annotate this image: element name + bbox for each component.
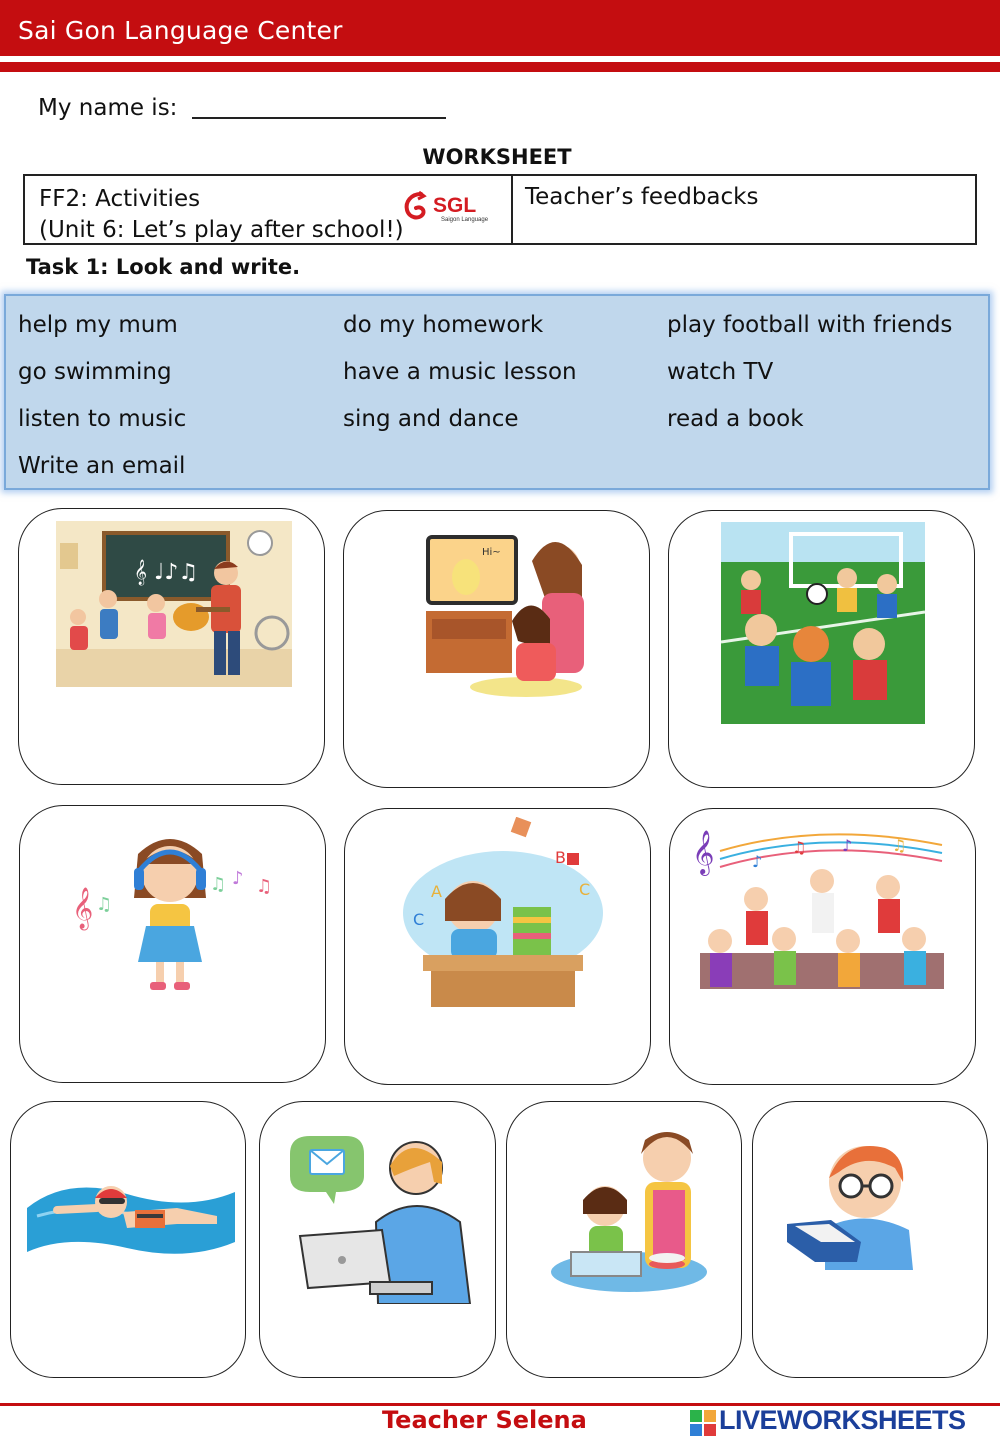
unit-label: (Unit 6: Let’s play after school!) [39,217,404,243]
liveworksheets-wordmark: LIVEWORKSHEETS [719,1405,966,1435]
word-bank-item[interactable]: go swimming [18,359,172,385]
picture-card-reading-book[interactable] [752,1101,988,1378]
svg-text:♫: ♫ [96,894,113,915]
picture-card-watching-tv[interactable] [343,510,650,788]
picture-card-helping-mum[interactable] [506,1101,742,1378]
watching-tv-icon [426,521,584,697]
word-bank-item[interactable]: have a music lesson [343,359,577,385]
center-name: Sai Gon Language Center [18,16,343,45]
worksheet-title: WORKSHEET [422,145,572,169]
svg-text:♪: ♪ [752,852,763,871]
football-icon [721,522,925,724]
helping-mum-icon [551,1124,721,1298]
task1-title: Task 1: Look and write. [26,255,301,279]
svg-text:A: A [431,882,442,901]
svg-text:Hi~: Hi~ [482,547,501,558]
homework-icon [403,817,609,1007]
word-bank-item[interactable]: read a book [667,406,804,432]
word-bank-item[interactable]: watch TV [667,359,774,385]
sgl-logo-icon [401,188,501,228]
svg-text:C: C [413,910,425,929]
picture-card-playing-football[interactable] [668,510,975,788]
svg-text:𝄞: 𝄞 [72,888,94,929]
info-divider [511,176,513,243]
logo-subtext: Saigon Language [441,217,489,223]
svg-text:♪: ♪ [842,836,853,855]
svg-text:𝄞 ♩♪♫: 𝄞 ♩♪♫ [134,560,199,585]
teacher-name: Teacher Selena [382,1406,587,1434]
svg-text:♪: ♪ [232,868,244,889]
liveworksheets-badge-icon [690,1410,716,1436]
picture-card-singing-and-dancing[interactable] [669,808,976,1085]
svg-text:𝄞: 𝄞 [692,830,715,874]
logo-text: SGL [433,194,477,217]
svg-text:♫: ♫ [256,876,273,897]
svg-text:♫: ♫ [792,838,807,857]
word-bank-item[interactable]: sing and dance [343,406,519,432]
svg-text:♫: ♫ [210,874,227,895]
music-lesson-icon [56,521,292,687]
unit-info [39,184,404,246]
picture-card-music-lesson[interactable] [18,508,325,785]
picture-card-writing-email[interactable] [259,1101,496,1378]
listening-music-icon [70,834,280,992]
word-bank-item[interactable]: help my mum [18,312,178,338]
picture-card-doing-homework[interactable] [344,808,651,1085]
info-box [23,174,977,245]
svg-text:B: B [555,848,566,867]
header-divider [0,62,1000,72]
email-icon [290,1132,472,1304]
reading-book-icon [785,1138,917,1270]
picture-card-swimming[interactable] [10,1101,246,1378]
header-band [0,0,1000,56]
level-label: FF2: Activities [39,186,201,212]
word-bank-item[interactable]: do my homework [343,312,544,338]
word-bank-item[interactable]: listen to music [18,406,187,432]
word-bank [4,294,990,490]
picture-card-listening-to-music[interactable] [19,805,326,1083]
swimming-icon [27,1172,235,1262]
sing-dance-icon [692,821,950,1011]
feedback-label: Teacher’s feedbacks [525,184,759,210]
name-input-line[interactable] [192,117,446,119]
svg-text:C: C [579,880,591,899]
word-bank-item[interactable]: play football with friends [667,312,953,338]
svg-text:♫: ♫ [892,836,907,855]
name-prompt: My name is: [38,95,178,121]
word-bank-item[interactable]: Write an email [18,453,186,479]
